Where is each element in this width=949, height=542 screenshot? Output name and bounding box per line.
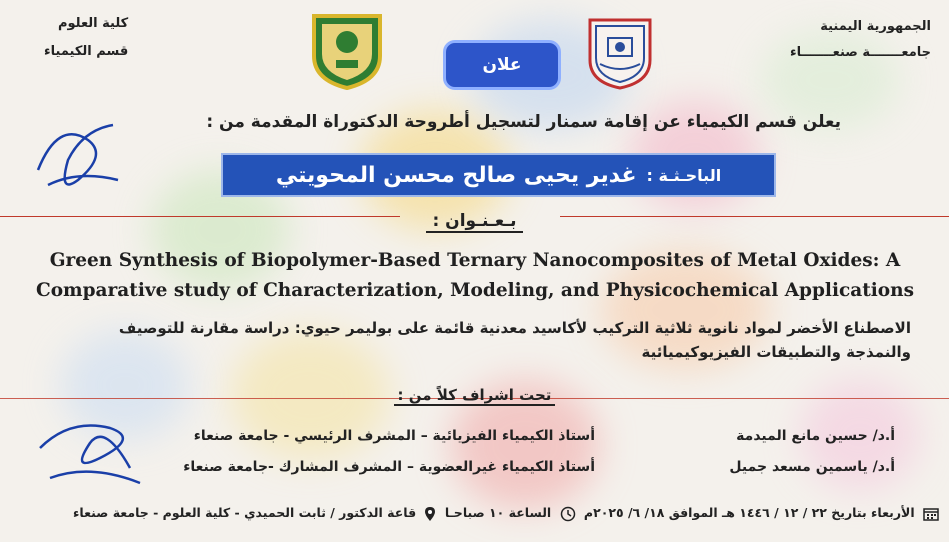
event-date: الأربعاء بتاريخ ٢٢ / ١٢ / ١٤٤٦ هـ الموافق ١٨/ ٦/ ٢٠٢٥م: [583, 505, 915, 520]
english-title: [30, 246, 920, 306]
country-name: الجمهورية اليمنية: [820, 19, 931, 34]
signature-icon: [30, 408, 150, 498]
arabic-title: [31, 316, 911, 364]
department-name: قسم الكيمياء: [44, 44, 129, 59]
researcher-banner: [221, 153, 776, 197]
english-title-line-1: Green Synthesis of Biopolymer-Based Ternary Nanocomposites of Metal Oxides: A: [49, 250, 901, 271]
supervision-heading: تحت اشراف كلاً من :: [0, 386, 949, 404]
title-heading: بـعـنـوان :: [0, 211, 949, 231]
supervisor-role: أستاذ الكيمياء غيرالعضوية – المشرف المشارك -جامعة صنعاء: [183, 459, 595, 475]
supervisor-row: [150, 459, 895, 479]
researcher-name: غدير يحيى صالح محسن المحويتي: [275, 162, 637, 188]
arabic-title-line-1: الاصطناع الأخضر لمواد نانوية ثلاثية التركيب لأكاسيد معدنية قائمة على بوليمر حيوي: دراسة مقارنة للتوصيف: [118, 319, 911, 337]
university-logo-icon: [306, 10, 388, 92]
faculty-logo-icon: [580, 12, 660, 92]
university-name: جامعـــــــة صنعـــــــاء: [790, 45, 931, 60]
signature-icon: [28, 110, 128, 200]
researcher-label: الباحـثـة :: [646, 165, 722, 185]
announcement-badge: علان: [443, 40, 561, 90]
arabic-title-line-2: والنمذجة والتطبيقات الفيزيوكيميائية: [641, 343, 911, 361]
header-left: [44, 10, 128, 66]
faculty-name: كلية العلوم: [57, 16, 129, 31]
supervisor-role: أستاذ الكيمياء الفيزيائية – المشرف الرئيسي - جامعة صنعاء: [193, 428, 595, 444]
supervisor-name: أ.د/ حسين مانع الميدمة: [736, 428, 895, 444]
event-time: الساعة ١٠ صباحـا: [444, 505, 552, 520]
event-details: [3, 505, 943, 522]
calendar-icon: [923, 507, 939, 521]
header-right: [790, 14, 931, 66]
location-pin-icon: [424, 506, 436, 522]
supervisor-name: أ.د/ ياسمين مسعد جميل: [729, 459, 895, 475]
intro-text: يعلن قسم الكيمياء عن إقامة سمنار لتسجيل أطروحة الدكتوراة المقدمة من :: [206, 112, 841, 132]
clock-icon: [560, 506, 576, 522]
english-title-line-2: Comparative study of Characterization, Modeling, and Physicochemical Applications: [35, 280, 915, 301]
event-location: قاعة الدكتور / ثابت الحميدي - كلية العلوم - جامعة صنعاء: [73, 505, 417, 520]
supervisor-row: [150, 428, 895, 448]
